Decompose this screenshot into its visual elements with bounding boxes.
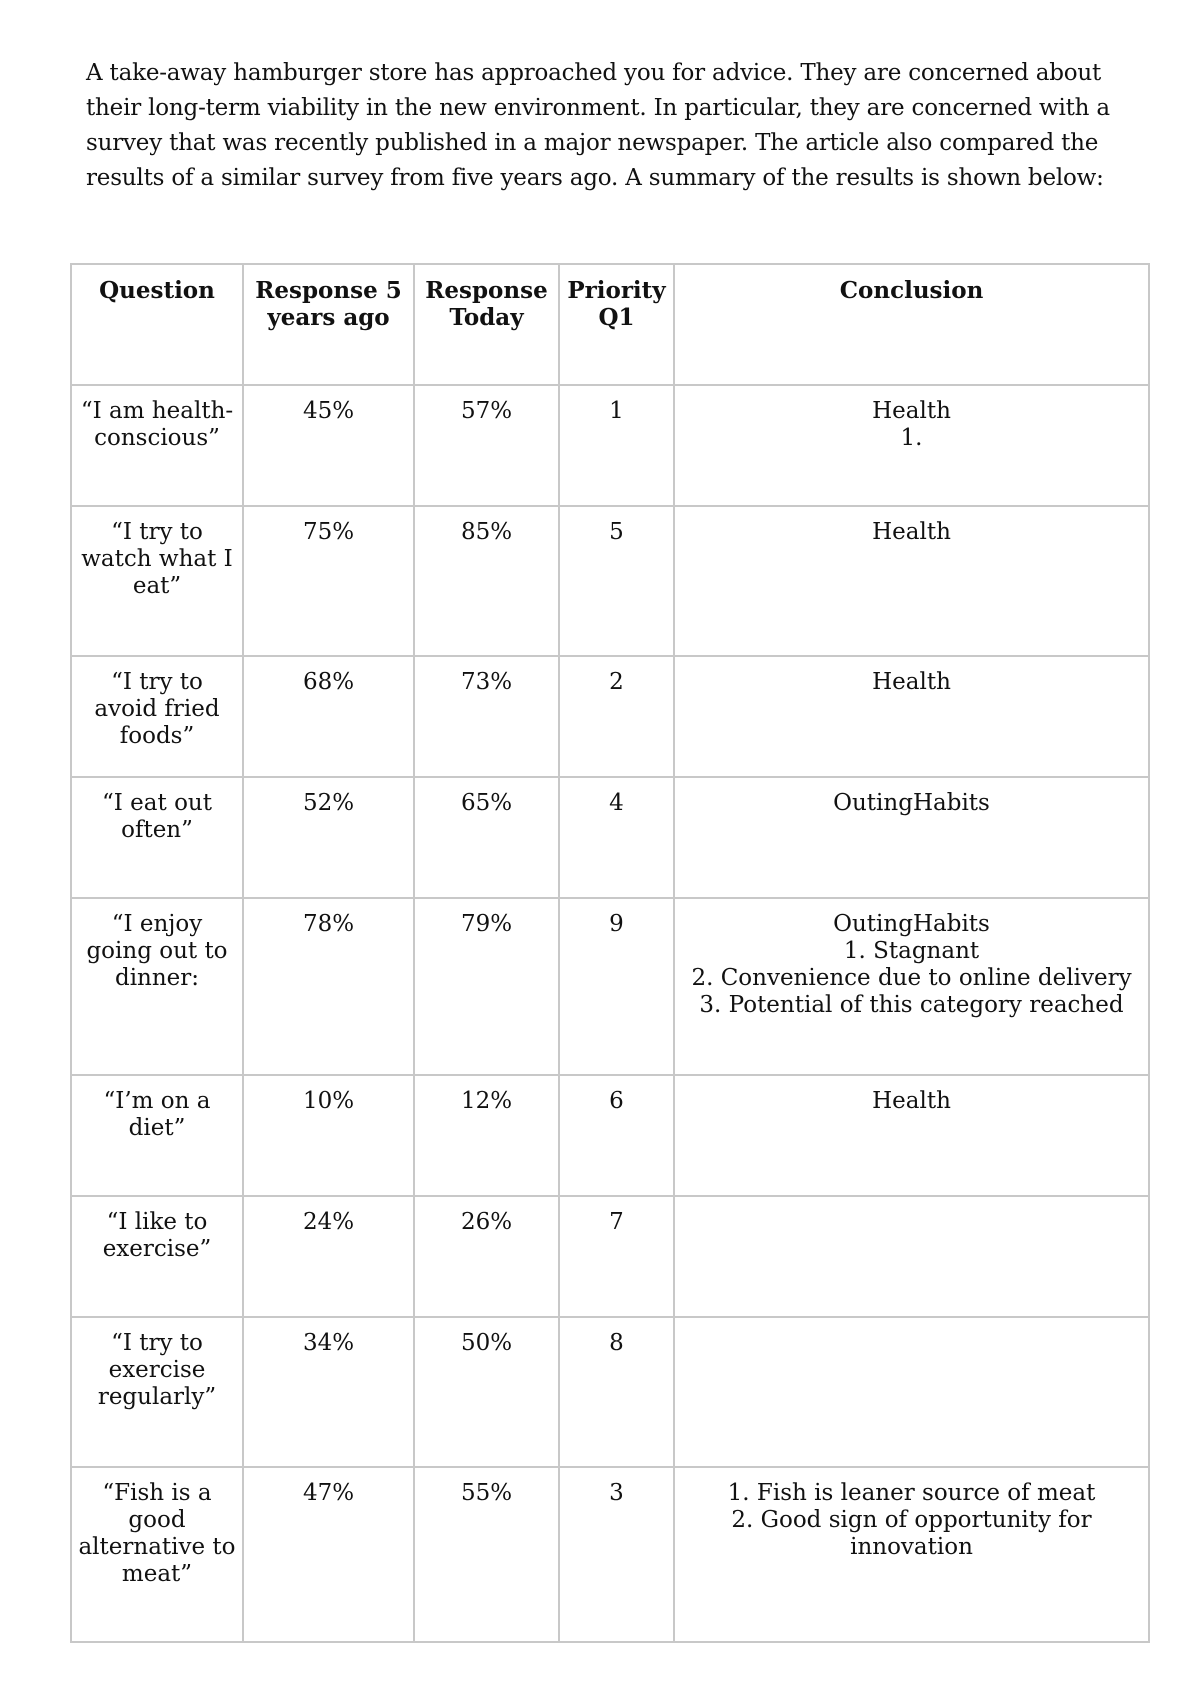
cell-response-today: 73% <box>414 656 559 777</box>
cell-priority: 3 <box>559 1467 674 1642</box>
table-row <box>71 385 1149 506</box>
cell-response-today: 50% <box>414 1317 559 1467</box>
cell-conclusion <box>674 898 1149 1075</box>
table-row <box>71 656 1149 777</box>
header-priority: Priority Q1 <box>559 264 674 385</box>
cell-response-today: 55% <box>414 1467 559 1642</box>
table-row <box>71 777 1149 898</box>
table-row <box>71 1196 1149 1317</box>
cell-question: “I am health-conscious” <box>71 385 243 506</box>
cell-response-5: 68% <box>243 656 414 777</box>
cell-priority: 7 <box>559 1196 674 1317</box>
cell-response-today: 12% <box>414 1075 559 1196</box>
conclusion-line: Health <box>872 669 951 695</box>
conclusion-line: 2. Convenience due to online delivery <box>691 965 1132 991</box>
conclusion-line: 1. Stagnant <box>843 938 980 964</box>
cell-question: “Fish is a good alternative to meat” <box>71 1467 243 1642</box>
cell-conclusion <box>674 1075 1149 1196</box>
cell-priority: 6 <box>559 1075 674 1196</box>
survey-results-table <box>70 263 1150 1643</box>
cell-priority: 9 <box>559 898 674 1075</box>
cell-priority: 5 <box>559 506 674 656</box>
cell-response-5: 75% <box>243 506 414 656</box>
cell-response-5: 47% <box>243 1467 414 1642</box>
conclusion-line: 1. Fish is leaner source of meat <box>727 1480 1096 1506</box>
table-row <box>71 1075 1149 1196</box>
cell-conclusion <box>674 1196 1149 1317</box>
cell-response-today: 26% <box>414 1196 559 1317</box>
cell-priority: 2 <box>559 656 674 777</box>
cell-conclusion <box>674 777 1149 898</box>
cell-response-today: 57% <box>414 385 559 506</box>
cell-response-today: 65% <box>414 777 559 898</box>
cell-response-5: 52% <box>243 777 414 898</box>
table-row <box>71 898 1149 1075</box>
cell-response-5: 10% <box>243 1075 414 1196</box>
cell-response-5: 45% <box>243 385 414 506</box>
header-conclusion: Conclusion <box>674 264 1149 385</box>
cell-question: “I try to watch what I eat” <box>71 506 243 656</box>
cell-question: “I eat out often” <box>71 777 243 898</box>
cell-conclusion <box>674 656 1149 777</box>
cell-priority: 4 <box>559 777 674 898</box>
cell-question: “I try to avoid fried foods” <box>71 656 243 777</box>
cell-question: “I’m on a diet” <box>71 1075 243 1196</box>
cell-question: “I enjoy going out to dinner: <box>71 898 243 1075</box>
cell-response-5: 34% <box>243 1317 414 1467</box>
conclusion-line: Health <box>872 1088 951 1114</box>
conclusion-line: OutingHabits <box>833 911 990 937</box>
cell-question: “I try to exercise regularly” <box>71 1317 243 1467</box>
header-question: Question <box>71 264 243 385</box>
conclusion-line: Health <box>872 519 951 545</box>
conclusion-line: 2. Good sign of opportunity for innovation <box>731 1507 1092 1560</box>
cell-conclusion <box>674 1317 1149 1467</box>
intro-paragraph: A take-away hamburger store has approached you for advice. They are concerned about their long-term viability in the new environment. In particular, they are concerned with a survey that was recently published in a major newspaper. The article also compared the results of a similar survey from five years ago. A summary of the results is shown below: <box>86 60 1110 191</box>
header-response-today: Response Today <box>414 264 559 385</box>
table-row <box>71 1317 1149 1467</box>
cell-priority: 8 <box>559 1317 674 1467</box>
cell-response-today: 79% <box>414 898 559 1075</box>
cell-conclusion <box>674 1467 1149 1642</box>
cell-response-5: 78% <box>243 898 414 1075</box>
cell-priority: 1 <box>559 385 674 506</box>
conclusion-line: Health <box>872 398 951 424</box>
cell-response-today: 85% <box>414 506 559 656</box>
cell-conclusion <box>674 506 1149 656</box>
conclusion-line: 3. Potential of this category reached <box>699 992 1124 1018</box>
table-row <box>71 1467 1149 1642</box>
header-response-5-years-ago: Response 5 years ago <box>243 264 414 385</box>
cell-question: “I like to exercise” <box>71 1196 243 1317</box>
conclusion-line: OutingHabits <box>833 790 990 816</box>
table-body <box>71 385 1149 1642</box>
table-header-row <box>71 264 1149 385</box>
table-row <box>71 506 1149 656</box>
cell-conclusion <box>674 385 1149 506</box>
conclusion-line: 1. <box>900 425 923 451</box>
cell-response-5: 24% <box>243 1196 414 1317</box>
